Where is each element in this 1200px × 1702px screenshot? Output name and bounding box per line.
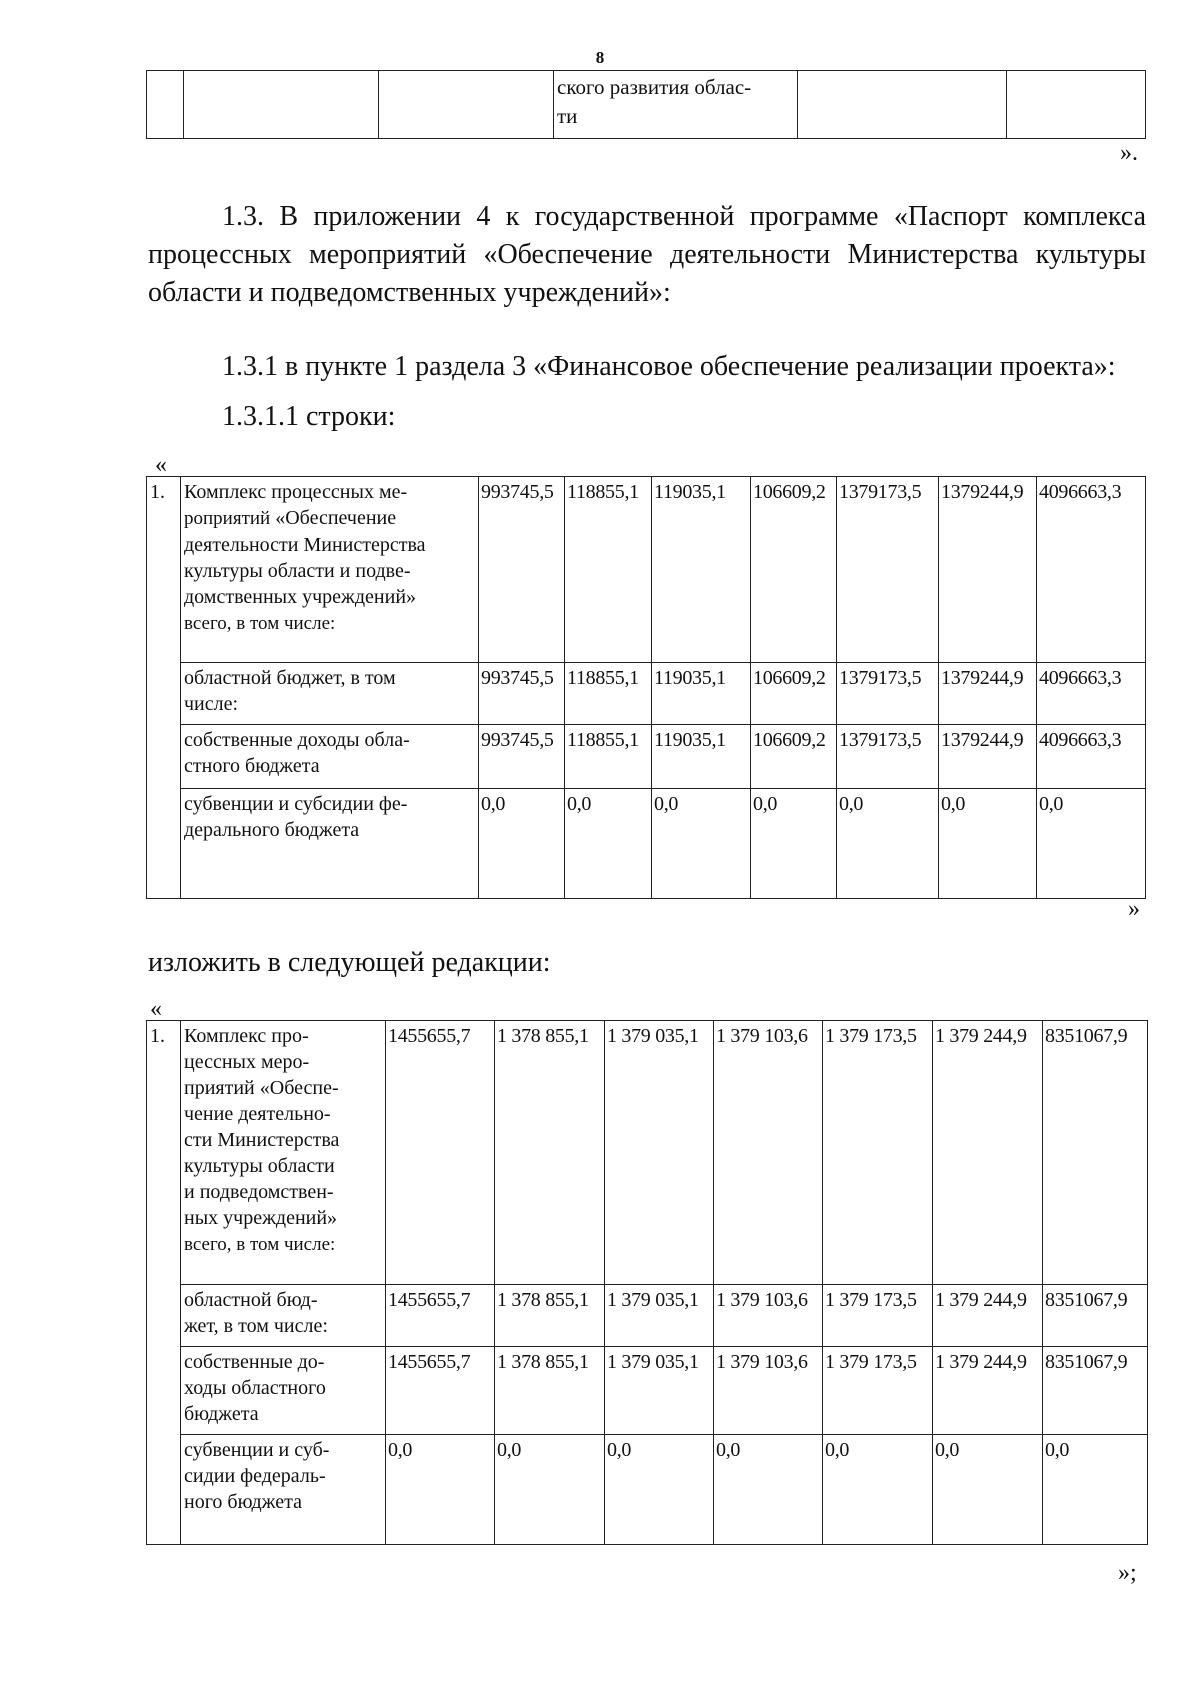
table-cell: 0,0	[1043, 1435, 1148, 1545]
table-cell: 1379173,5	[837, 663, 939, 725]
closing-quote-new: »;	[1118, 1560, 1137, 1586]
paragraph-1-3-text: 1.3. В приложении 4 к государственной программе «Паспорт комплекса процессных мероприятий «Обеспечение деятельности Министерства культуры области и подведомственных учреждений»:	[148, 201, 1146, 308]
table-cell: 0,0	[714, 1435, 823, 1545]
table-cell: 1 379 244,9	[933, 1021, 1043, 1285]
table-cell: 1455655,7	[386, 1021, 495, 1285]
table-cell: 1 379 244,9	[933, 1285, 1043, 1347]
table-cell: 0,0	[495, 1435, 605, 1545]
table-cell: 4096663,3	[1037, 725, 1146, 789]
table-cell: 1379244,9	[939, 477, 1037, 663]
table-cell: 8351067,9	[1043, 1021, 1148, 1285]
table-cell: 1 379 103,6	[714, 1285, 823, 1347]
table-cell: 1 379 103,6	[714, 1347, 823, 1435]
table-row	[147, 1435, 1148, 1545]
table-cell: 1 379 173,5	[823, 1285, 933, 1347]
table-cell: 1379244,9	[939, 663, 1037, 725]
table-cell: 0,0	[933, 1435, 1043, 1545]
replace-instruction: изложить в следующей редакции:	[148, 947, 551, 978]
top-table-fragment	[146, 70, 1146, 139]
table-cell: 0,0	[479, 789, 565, 899]
table-cell	[1007, 71, 1146, 139]
table-cell: 118855,1	[565, 725, 652, 789]
table-cell: 4096663,3	[1037, 477, 1146, 663]
table-cell: 1 378 855,1	[495, 1347, 605, 1435]
table-cell: 0,0	[823, 1435, 933, 1545]
table-cell: 119035,1	[652, 663, 751, 725]
table-cell: 0,0	[386, 1435, 495, 1545]
closing-quote-top: ».	[1120, 140, 1138, 166]
table-row	[147, 663, 1146, 725]
table-cell: 0,0	[605, 1435, 714, 1545]
table-cell: 1 379 035,1	[605, 1285, 714, 1347]
row-label: областной бюд- жет, в том числе:	[181, 1285, 386, 1347]
row-label: собственные доходы обла- стного бюджета	[181, 725, 479, 789]
table-cell: 106609,2	[751, 725, 837, 789]
table-cell: 118855,1	[565, 663, 652, 725]
table-row	[147, 1021, 1148, 1285]
table-cell: 993745,5	[479, 477, 565, 663]
table-cell: 1 379 103,6	[714, 1021, 823, 1285]
new-finance-table	[146, 1020, 1148, 1545]
table-row	[147, 1285, 1148, 1347]
table-cell: 8351067,9	[1043, 1285, 1148, 1347]
table-cell: 1455655,7	[386, 1347, 495, 1435]
row-label: субвенции и суб- сидии федераль- ного бюджета	[181, 1435, 386, 1545]
table-row	[147, 477, 1146, 663]
table-cell: 1 378 855,1	[495, 1285, 605, 1347]
table-row	[147, 789, 1146, 899]
open-quote-old: «	[155, 452, 167, 478]
paragraph-1-3-1: 1.3.1 в пункте 1 раздела 3 «Финансовое обеспечение реализации проекта»:	[222, 351, 1116, 382]
table-cell: 0,0	[1037, 789, 1146, 899]
table-cell: 106609,2	[751, 663, 837, 725]
table-cell: 4096663,3	[1037, 663, 1146, 725]
table-cell: 0,0	[565, 789, 652, 899]
table-cell: 993745,5	[479, 725, 565, 789]
table-cell: 1 379 035,1	[605, 1021, 714, 1285]
row-label: Комплекс процессных ме- роприятий «Обеспечение деятельности Министерства культуры области и подве- домственных учреждений» всего, в том числе:	[181, 477, 479, 663]
row-label: субвенции и субсидии фе- дерального бюджета	[181, 789, 479, 899]
closing-quote-old: »	[1128, 896, 1140, 922]
row-label: собственные до- ходы областного бюджета	[181, 1347, 386, 1435]
old-finance-table	[146, 476, 1146, 899]
table-cell: 118855,1	[565, 477, 652, 663]
table-cell: 1455655,7	[386, 1285, 495, 1347]
table-cell	[147, 71, 184, 139]
table-cell	[184, 71, 379, 139]
table-row	[147, 725, 1146, 789]
table-cell: 1 379 244,9	[933, 1347, 1043, 1435]
table-row	[147, 1347, 1148, 1435]
table-cell: 8351067,9	[1043, 1347, 1148, 1435]
table-cell: 0,0	[652, 789, 751, 899]
paragraph-1-3-1-1: 1.3.1.1 строки:	[222, 401, 396, 432]
table-cell: 106609,2	[751, 477, 837, 663]
table-cell: 0,0	[751, 789, 837, 899]
table-cell: 1 378 855,1	[495, 1021, 605, 1285]
table-cell: 0,0	[939, 789, 1037, 899]
open-quote-new: «	[150, 996, 162, 1022]
row-label: Комплекс про- цессных меро- приятий «Обеспе- чение деятельно- сти Министерства культуры области и подведомствен- ных учреждений» всего, в том числе:	[181, 1021, 386, 1285]
row-number: 1.	[147, 477, 181, 899]
table-cell: 119035,1	[652, 725, 751, 789]
table-cell: 1 379 173,5	[823, 1021, 933, 1285]
row-number: 1.	[147, 1021, 181, 1545]
table-cell: 0,0	[837, 789, 939, 899]
table-cell: 1 379 035,1	[605, 1347, 714, 1435]
table-cell: 1379244,9	[939, 725, 1037, 789]
table-cell: 119035,1	[652, 477, 751, 663]
table-cell: 1379173,5	[837, 477, 939, 663]
table-cell: 993745,5	[479, 663, 565, 725]
table-cell	[379, 71, 554, 139]
page-number: 8	[595, 48, 605, 67]
row-label: областной бюджет, в том числе:	[181, 663, 479, 725]
table-cell: 1 379 173,5	[823, 1347, 933, 1435]
table-cell	[798, 71, 1007, 139]
paragraph-1-3	[148, 198, 1146, 312]
table-cell: 1379173,5	[837, 725, 939, 789]
table-cell-text: ского развития облас- ти	[554, 71, 798, 139]
